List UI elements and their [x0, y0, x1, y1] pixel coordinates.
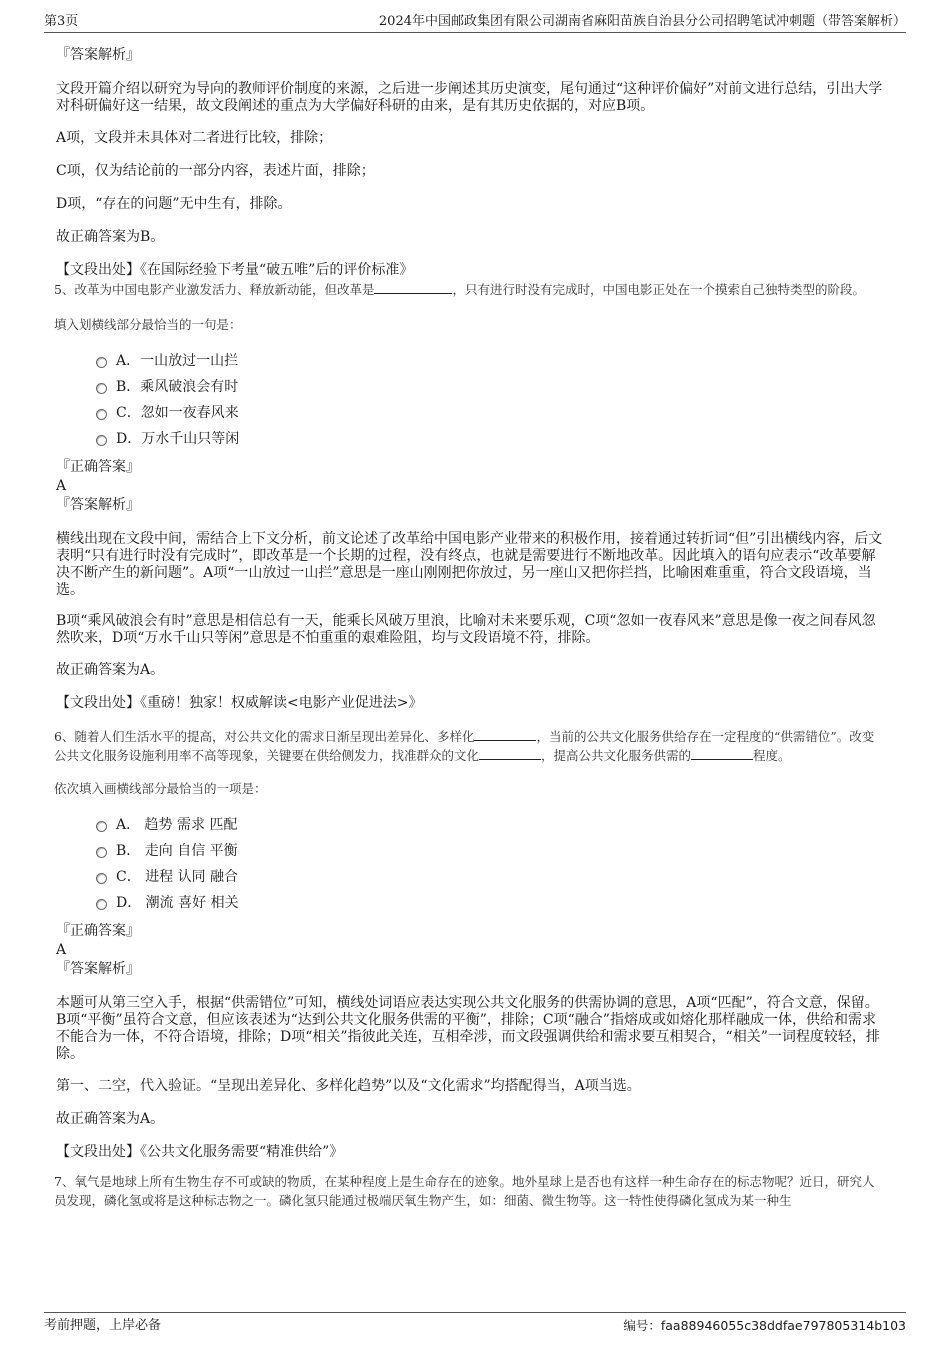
answer-blank: [691, 747, 753, 760]
conclusion: 故正确答案为A。: [56, 662, 165, 678]
correct-answer-label: 『正确答案』: [56, 923, 140, 939]
radio-button-icon[interactable]: [96, 899, 107, 910]
analysis-paragraph: 横线出现在文段中间，需结合上下文分析，前文论述了改革给中国电影产业带来的积极作用，接着通过转折词“但”引出横线内容，后文表明“只有进行时没有完成时”，即改革是一个长期的过程，没有终点，也就是需要进行不断地改革。因此填入的语句应表示“改革要解决不断产生的新问题”。A项“一山放过一山拦”意思是一座山刚刚把你放过，另一座山又把你拦挡，比喻困难重重，符合文段语境，当选。: [56, 531, 883, 598]
correct-answer: A: [56, 942, 67, 958]
analysis-paragraph: 本题可从第三空入手，根据“供需错位”可知，横线处词语应表达实现公共文化服务的供需协调的意思，A项“匹配”，符合文意，保留。B项“平衡”虽符合文意，但应该表述为“达到公共文化服务供需的平衡”，排除；C项“融合”指熔成或如熔化那样融成一体，供给和需求不能合为一体，不符合语境，排除；D项“相关”指彼此关连，互相牵涉，而文段强调供给和需求要互相契合，“相关”一词程度较轻，排除。: [56, 995, 880, 1062]
analysis-paragraph: A项，文段并未具体对二者进行比较，排除；: [56, 130, 333, 146]
page-content: [56, 46, 886, 1210]
source-citation: 【文段出处】《重磅！独家！权威解读<电影产业促进法>》: [56, 695, 423, 711]
analysis-paragraph: D项，“存在的问题”无中生有，排除。: [56, 196, 292, 212]
question-5-options: [56, 348, 886, 452]
question-6-prompt: 依次填入画横线部分最恰当的一项是：: [54, 781, 267, 796]
page-number: 第3页: [44, 14, 79, 29]
analysis-paragraph: C项，仅为结论前的一部分内容，表述片面，排除；: [56, 163, 375, 179]
radio-button-icon[interactable]: [96, 435, 107, 446]
answer-blank: [479, 747, 541, 760]
document-code: 编号：faa88946055c38ddfae797805314b103: [623, 1318, 906, 1333]
analysis-paragraph: B项“乘风破浪会有时”意思是相信总有一天，能乘长风破万里浪，比喻对未来要乐观，C项“忽如一夜春风来”意思是像一夜之间春风忽然吹来，D项“万水千山只等闲”意思是不怕重重的艰难险阻，均与文段语境不符，排除。: [56, 613, 876, 646]
question-5-prompt: 填入划横线部分最恰当的一句是：: [54, 317, 242, 332]
correct-answer-label: 『正确答案』: [56, 459, 140, 475]
option-c[interactable]: C．忽如一夜春风来: [56, 400, 886, 426]
option-a[interactable]: A． 趋势 需求 匹配: [56, 812, 886, 838]
option-c[interactable]: C． 进程 认同 融合: [56, 864, 886, 890]
analysis-label: 『答案解析』: [56, 47, 140, 63]
option-a[interactable]: A．一山放过一山拦: [56, 348, 886, 374]
source-citation: 【文段出处】《在国际经验下考量“破五唯”后的评价标准》: [56, 262, 414, 278]
analysis-label: 『答案解析』: [56, 961, 140, 977]
question-5-stem: 5、改革为中国电影产业激发活力、释放新动能，但改革是 ，只有进行时没有完成时，中国电影正处在一个摸索自己独特类型的阶段。: [54, 282, 865, 297]
correct-answer: A: [56, 478, 67, 494]
radio-button-icon[interactable]: [96, 873, 107, 884]
question-6-stem: 6、随着人们生活水平的提高，对公共文化的需求日渐呈现出差异化、多样化 ，当前的公共文化服务供给存在一定程度的“供需错位”。改变公共文化服务设施利用率不高等现象，关键要在供给侧发力，找准群众的文化 ，提高公共文化服务供需的 程度。: [54, 729, 875, 763]
page-footer: [44, 1312, 906, 1335]
radio-button-icon[interactable]: [96, 821, 107, 832]
analysis-paragraph: 第一、二空，代入验证。“呈现出差异化、多样化趋势”以及“文化需求”均搭配得当，A项当选。: [56, 1078, 641, 1094]
radio-button-icon[interactable]: [96, 357, 107, 368]
option-d[interactable]: D． 潮流 喜好 相关: [56, 890, 886, 916]
radio-button-icon[interactable]: [96, 383, 107, 394]
option-d[interactable]: D．万水千山只等闲: [56, 426, 886, 452]
source-citation: 【文段出处】《公共文化服务需要“精准供给”》: [56, 1144, 344, 1160]
question-7-stem: 7、氧气是地球上所有生物生存不可或缺的物质，在某种程度上是生命存在的迹象。地外星球上是否也有这样一种生命存在的标志物呢？近日，研究人员发现，磷化氢或将是这种标志物之一。磷化氢只能通过极端厌氧生物产生，如：细菌、微生物等。这一特性使得磷化氢成为某一种生: [54, 1174, 875, 1208]
option-b[interactable]: B． 走向 自信 平衡: [56, 838, 886, 864]
analysis-label: 『答案解析』: [56, 497, 140, 513]
analysis-paragraph: 文段开篇介绍以研究为导向的教师评价制度的来源，之后进一步阐述其历史演变，尾句通过“这种评价偏好”对前文进行总结，引出大学对科研偏好这一结果，故文段阐述的重点为大学偏好科研的由来，是有其历史依据的，对应B项。: [56, 81, 883, 114]
radio-button-icon[interactable]: [96, 847, 107, 858]
footer-slogan: 考前押题，上岸必备: [44, 1318, 162, 1333]
option-b[interactable]: B．乘风破浪会有时: [56, 374, 886, 400]
conclusion: 故正确答案为A。: [56, 1111, 165, 1127]
radio-button-icon[interactable]: [96, 409, 107, 420]
answer-blank: [374, 281, 452, 294]
question-6-options: [56, 812, 886, 916]
page-header: [44, 12, 906, 33]
document-title: 2024年中国邮政集团有限公司湖南省麻阳苗族自治县分公司招聘笔试冲刺题（带答案解析）: [378, 14, 906, 29]
conclusion: 故正确答案为B。: [56, 229, 165, 245]
answer-blank: [474, 728, 536, 741]
